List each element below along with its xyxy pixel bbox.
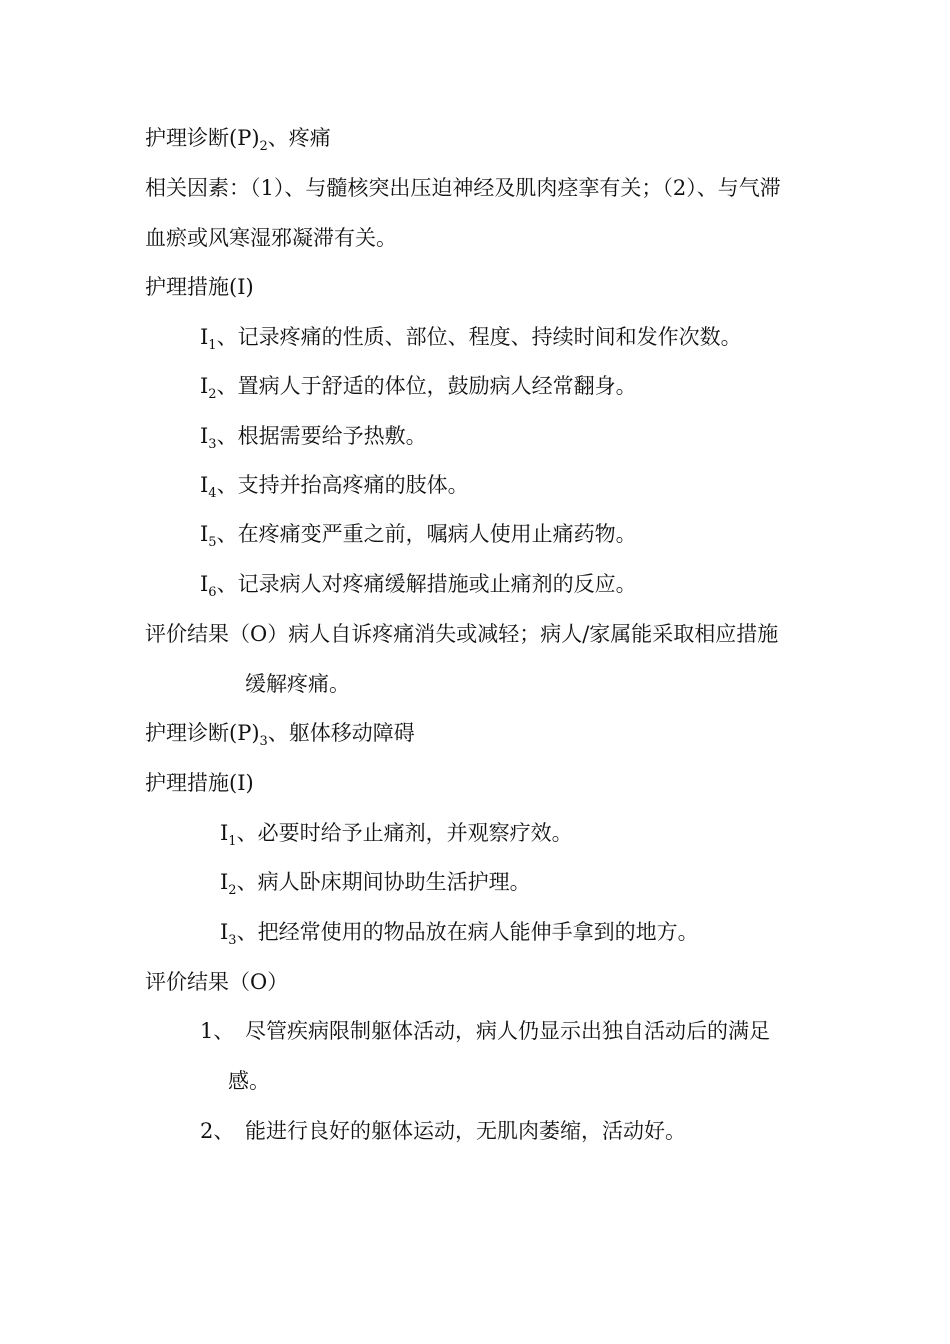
evaluation-line-2-p2: 缓解疼痛。 bbox=[245, 672, 350, 696]
measure-item: $I_6$、记录病人对疼痛缓解措施或止痛剂的反应。 bbox=[200, 572, 637, 600]
result-text-line-1: 能进行良好的躯体运动，无肌肉萎缩，活动好。 bbox=[245, 1119, 686, 1143]
measures-heading-p3: 护理措施(I) bbox=[145, 771, 254, 795]
measure-item: $I_3$、根据需要给予热敷。 bbox=[200, 424, 427, 452]
measures-heading-p2: 护理措施(I) bbox=[145, 275, 254, 299]
measure-item: $I_2$、病人卧床期间协助生活护理。 bbox=[220, 870, 531, 898]
measure-item: $I_4$、支持并抬高疼痛的肢体。 bbox=[200, 473, 469, 501]
heading-diagnosis-p3: 护理诊断$(P)_3$、躯体移动障碍 bbox=[145, 721, 415, 749]
evaluation-line-1-p2: 评价结果（O）病人自诉疼痛消失或减轻；病人/家属能采取相应措施 bbox=[145, 622, 779, 646]
result-number: 2、 bbox=[200, 1119, 235, 1143]
result-text-line-2: 感。 bbox=[228, 1069, 270, 1093]
measure-item: $I_3$、把经常使用的物品放在病人能伸手拿到的地方。 bbox=[220, 920, 699, 948]
measure-item: $I_1$、记录疼痛的性质、部位、程度、持续时间和发作次数。 bbox=[200, 325, 742, 353]
measure-item: $I_1$、必要时给予止痛剂，并观察疗效。 bbox=[220, 821, 573, 849]
measure-item: $I_5$、在疼痛变严重之前，嘱病人使用止痛药物。 bbox=[200, 522, 637, 550]
evaluation-heading-p3: 评价结果（O） bbox=[145, 970, 289, 994]
related-factors-line-1: 相关因素：（1）、与髓核突出压迫神经及肌肉痉挛有关；（2）、与气滞 bbox=[145, 176, 781, 200]
measure-item: $I_2$、置病人于舒适的体位，鼓励病人经常翻身。 bbox=[200, 374, 637, 402]
result-number: 1、 bbox=[200, 1019, 235, 1043]
related-factors-line-2: 血瘀或风寒湿邪凝滞有关。 bbox=[145, 226, 397, 250]
heading-diagnosis-p2: 护理诊断$(P)_2$、疼痛 bbox=[145, 126, 331, 154]
result-text-line-1: 尽管疾病限制躯体活动，病人仍显示出独自活动后的满足 bbox=[245, 1019, 770, 1043]
